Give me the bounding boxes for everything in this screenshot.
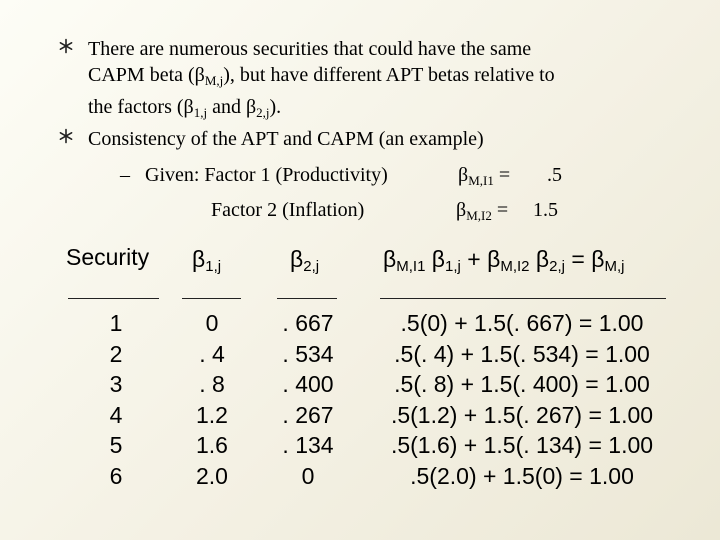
table-cell-beta-2j: . 534 [282,340,334,367]
table-cell-security: 6 [109,462,123,489]
table-cell-security: 1 [109,310,123,336]
table-cell-formula: .5(1.6) + 1.5(. 134) = 1.00 [390,432,654,458]
header-formula: $\beta_{M,I1}$ $\beta_{1,j} + \beta_{M,I2}$ $\beta_{2,j} = \beta_{M,j}$ [383,246,625,275]
table-cell-security: 3 [109,371,123,397]
beta-m-i1-value: .5 [547,164,562,186]
table-cell-beta-1j: 1.2 [196,401,228,428]
given-factor-1: Given: Factor 1 (Productivity) [145,164,388,186]
header-underline-beta-2j [277,298,337,299]
given-factor-2: Factor 2 (Inflation) [211,199,365,221]
table-cell-beta-2j: . 267 [282,401,334,428]
bullet-1-line-1: There are numerous securities that could have the same [88,38,532,60]
header-underline-formula [380,298,666,299]
table-cell-security: 5 [109,432,123,458]
beta-m-i2-value: 1.5 [533,199,558,221]
column-security [96,308,136,491]
table-cell-beta-1j: 0 [205,310,219,336]
table-cell-formula: .5(1.2) + 1.5(. 267) = 1.00 [390,401,654,428]
column-beta-2j [268,308,348,491]
table-cell-beta-2j: . 400 [282,371,334,397]
bullet-1-line-2: CAPM beta $(\beta_{M,j})$, but have different APT betas relative to [88,64,555,88]
table-cell-beta-2j: . 667 [282,310,334,336]
header-beta-2j: $\beta_{2,j}$ [290,246,320,275]
header-underline-security [68,298,159,299]
table-cell-formula: .5(0) + 1.5(. 667) = 1.00 [400,310,644,336]
asterisk-bullet-icon [58,126,74,152]
table-cell-security: 2 [109,340,123,367]
header-beta-1j: $\beta_{1,j}$ [192,246,222,275]
bullet-1-line-3: the factors ($\beta_{1,j}$ and $\beta_{2,j}$). [88,96,282,120]
table-cell-formula: .5(. 4) + 1.5(. 534) = 1.00 [394,340,650,367]
table-cell-beta-1j: 2.0 [196,462,228,489]
given-dash: – [120,164,130,186]
header-security: Security [66,244,150,270]
table-cell-beta-1j: . 4 [199,340,225,367]
column-formula [362,308,682,491]
bullet-1 [88,36,555,126]
beta-m-i1: $\beta_{M,I1}$ = [458,164,511,188]
table-cell-beta-1j: . 8 [199,371,225,397]
asterisk-bullet-icon [58,36,74,62]
table-cell-beta-2j: . 134 [282,432,334,458]
table-cell-formula: .5(2.0) + 1.5(0) = 1.00 [410,462,634,489]
table-cell-security: 4 [109,401,123,428]
table-cell-beta-2j: 0 [301,462,315,489]
beta-m-i2: $\beta_{M,I2}$ = [456,199,509,223]
bullet-2 [88,126,484,152]
column-beta-1j [177,308,247,491]
table-cell-formula: .5(. 8) + 1.5(. 400) = 1.00 [394,371,650,397]
bullet-2-text: Consistency of the APT and CAPM (an example) [88,128,484,150]
table-cell-beta-1j: 1.6 [196,432,228,458]
header-underline-beta-1j [182,298,241,299]
